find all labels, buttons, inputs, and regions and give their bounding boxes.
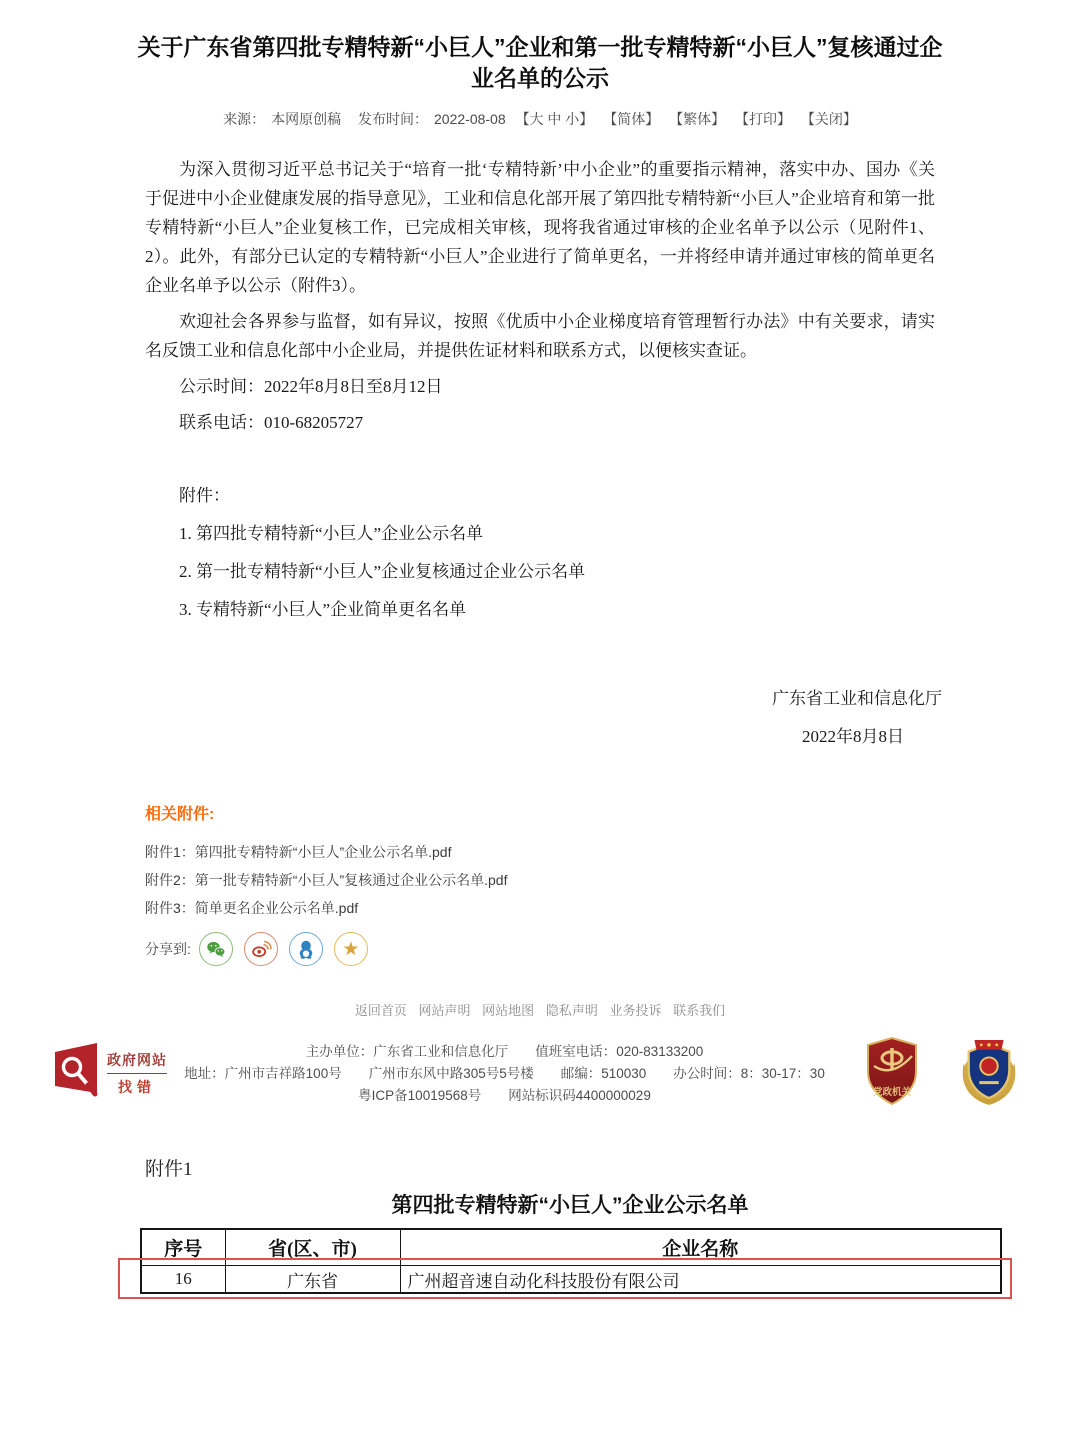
font-size-control[interactable]: 【大 中 小】 — [515, 111, 594, 127]
error-widget-line2: 找错 — [118, 1079, 156, 1095]
party-government-badge-icon[interactable] — [864, 1036, 920, 1111]
traditional-button[interactable]: 【繁体】 — [669, 111, 726, 127]
simplified-button[interactable]: 【简体】 — [603, 111, 660, 127]
cell-province: 广东省 — [225, 1266, 400, 1294]
source-label: 来源： — [223, 111, 266, 127]
footer-nav-statement[interactable]: 网站声明 — [418, 1003, 471, 1018]
attachment1-table-title: 第四批专精特新“小巨人”企业公示名单 — [391, 1194, 749, 1217]
table-row — [141, 1266, 1001, 1294]
share-weibo-icon[interactable] — [244, 932, 278, 966]
related-attachment-row — [145, 838, 1080, 866]
article-body — [145, 155, 935, 624]
footer-nav-privacy[interactable]: 隐私声明 — [545, 1003, 598, 1018]
site-footer — [0, 1000, 1080, 1112]
attachment-label: 附件2： — [145, 872, 195, 888]
source-value: 本网原创稿 — [271, 111, 342, 127]
print-button[interactable]: 【打印】 — [734, 111, 791, 127]
attachments-label: 附件： — [179, 486, 230, 505]
contact-phone: 联系电话：010-68205727 — [179, 413, 364, 432]
attachment-label: 附件3： — [145, 900, 195, 916]
footer-nav — [0, 1000, 1080, 1019]
attachment-link[interactable]: 第一批专精特新“小巨人”复核通过企业公示名单.pdf — [194, 872, 508, 888]
site-error-report-widget[interactable] — [55, 1043, 183, 1104]
signature-date: 2022年8月8日 — [802, 727, 904, 746]
page-title: 关于广东省第四批专精特新“小巨人”企业和第一批专精特新“小巨人”复核通过企业名单的公示 — [137, 34, 943, 91]
error-widget-line1: 政府网站 — [107, 1052, 167, 1068]
close-button[interactable]: 【关闭】 — [800, 111, 857, 127]
footer-info — [183, 1041, 826, 1107]
company-list-table — [140, 1228, 1002, 1294]
attachment-label: 附件1： — [145, 844, 195, 860]
share-wechat-icon[interactable] — [199, 932, 233, 966]
magnifier-flag-icon — [55, 1043, 101, 1104]
footer-address-line: 地址：广州市吉祥路100号 广州市东风中路305号5号楼 邮编：510030 办公时间：8：30-17：30 — [184, 1065, 825, 1081]
error-widget-text — [107, 1050, 167, 1097]
footer-nav-sitemap[interactable]: 网站地图 — [482, 1003, 535, 1018]
attachment-list-item: 3. 专精特新“小巨人”企业简单更名名单 — [179, 600, 467, 619]
paragraph: 为深入贯彻习近平总书记关于“培育一批‘专精特新’中小企业”的重要指示精神，落实中办、国办《关于促进中小企业健康发展的指导意见》，工业和信息化部开展了第四批专精特新“小巨人”企业培育和第一批专精特新“小巨人”企业复核工作，已完成相关审核，现将我省通过审核的企业名单予以公示（见附件1、2）。此外，有部分已认定的专精特新“小巨人”企业进行了简单更名，一并将经申请并通过审核的简单更名企业名单予以公示（附件3）。 — [145, 160, 935, 295]
cell-index: 16 — [141, 1266, 225, 1294]
share-label: 分享到: — [145, 941, 191, 957]
attachment1-document — [0, 1154, 1080, 1294]
attachment-list-item: 2. 第一批专精特新“小巨人”企业复核通过企业公示名单 — [179, 562, 586, 581]
footer-nav-home[interactable]: 返回首页 — [354, 1003, 407, 1018]
attachment-link[interactable]: 简单更名企业公示名单.pdf — [194, 900, 359, 916]
signature-org: 广东省工业和信息化厅 — [772, 689, 942, 708]
cell-company: 广州超音速自动化科技股份有限公司 — [400, 1266, 1001, 1294]
divider — [107, 1073, 167, 1074]
attachment-list-item: 1. 第四批专精特新“小巨人”企业公示名单 — [179, 524, 484, 543]
column-header-index: 序号 — [141, 1229, 225, 1266]
attachment1-label: 附件1 — [145, 1159, 193, 1180]
paragraph: 欢迎社会各界参与监督，如有异议，按照《优质中小企业梯度培育管理暂行办法》中有关要求，请实名反馈工业和信息化部中小企业局，并提供佐证材料和联系方式，以便核实查证。 — [145, 312, 935, 360]
column-header-province: 省(区、市) — [225, 1229, 400, 1266]
publicity-period: 公示时间：2022年8月8日至8月12日 — [179, 377, 443, 396]
related-attachment-row — [145, 894, 1080, 922]
share-row — [145, 932, 1080, 966]
footer-icp-line: 粤ICP备10019568号 网站标识码4400000029 — [358, 1087, 651, 1103]
share-qq-icon[interactable] — [289, 932, 323, 966]
footer-nav-contact[interactable]: 联系我们 — [673, 1003, 726, 1018]
svg-text:党政机关: 党政机关 — [872, 1087, 912, 1098]
footer-badges — [826, 1035, 1020, 1112]
article-meta — [0, 109, 1080, 129]
pubtime-label: 发布时间： — [358, 111, 429, 127]
table-header-row — [141, 1229, 1001, 1266]
related-attachments — [145, 801, 1080, 966]
related-attachment-row — [145, 866, 1080, 894]
footer-nav-complaint[interactable]: 业务投诉 — [609, 1003, 662, 1018]
share-qzone-icon[interactable] — [334, 932, 368, 966]
star-icon: ★ — [342, 938, 360, 960]
signature-block — [0, 684, 1080, 747]
footer-host-line: 主办单位：广东省工业和信息化厅 值班室电话：020-83133200 — [305, 1043, 704, 1059]
related-attachments-title: 相关附件: — [145, 806, 215, 823]
pubtime-value: 2022-08-08 — [434, 111, 506, 127]
police-badge-icon[interactable] — [958, 1035, 1020, 1112]
attachment-link[interactable]: 第四批专精特新“小巨人”企业公示名单.pdf — [194, 844, 452, 860]
column-header-company: 企业名称 — [400, 1229, 1001, 1266]
